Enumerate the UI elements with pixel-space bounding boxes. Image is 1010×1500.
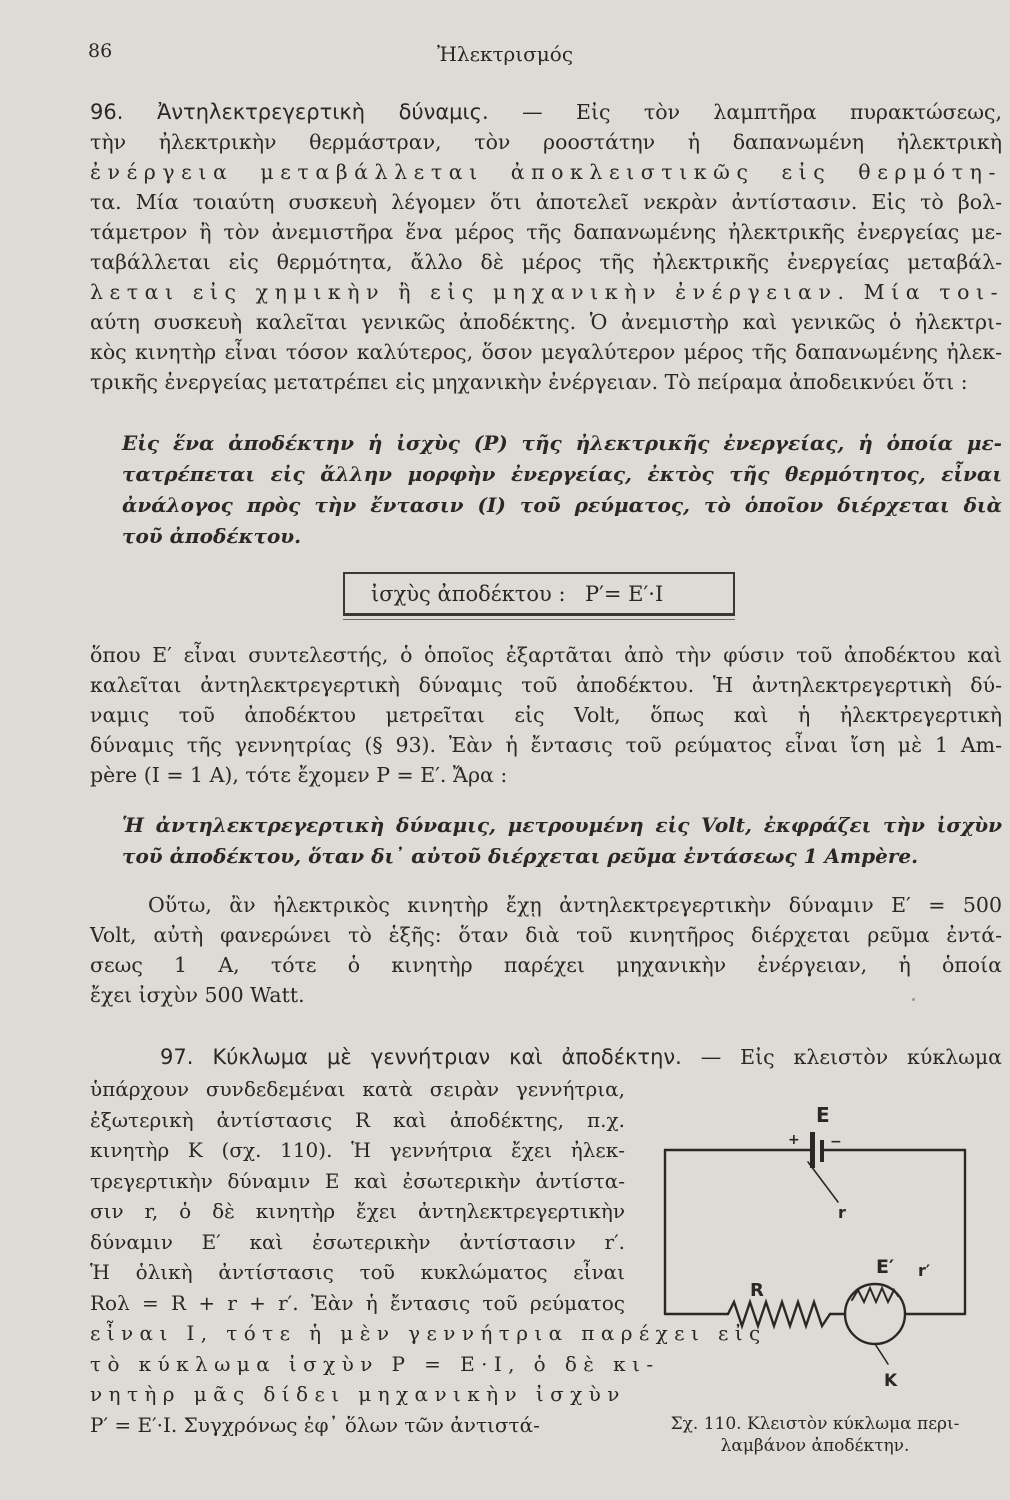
text-line: ἐξωτερικὴ ἀντίστασις R καὶ ἀποδέκτης, π.χ. — [90, 1107, 625, 1132]
text-line: λεται εἰς χημικὴν ἢ εἰς μηχανικὴν ἐνέργειαν. Μία τοι- — [90, 280, 1005, 304]
law-line: τοῦ ἀποδέκτου. — [122, 524, 302, 548]
law-line: ἀνάλογος πρὸς τὴν ἔντασιν (I) τοῦ ρεύματος, τὸ ὁποῖον διέρχεται διὰ — [122, 493, 1002, 517]
text-line: — Εἰς κλειστὸν κύκλωμα — [681, 1045, 1003, 1069]
text-line: Ἡ ὁλικὴ ἀντίστασις τοῦ κυκλώματος εἶναι — [90, 1260, 625, 1284]
text-line: Volt, αὐτὴ φανερώνει τὸ ἑξῆς: ὅταν διὰ τοῦ κινητῆρος διέρχεται ρεῦμα ἐντά- — [90, 923, 1002, 947]
label-r-prime: r′ — [918, 1261, 931, 1280]
text-line: ἔχει ἰσχὺν 500 Watt. — [90, 983, 305, 1007]
text-line: κινητὴρ K (σχ. 110). Ἡ γεννήτρια ἔχει ἠλεκ- — [90, 1138, 625, 1162]
running-title: Ἠλεκτρισμός — [436, 42, 574, 66]
text-line: ὅπου E′ εἶναι συντελεστής, ὁ ὁποῖος ἐξαρτᾶται ἀπὸ τὴν φύσιν τοῦ ἀποδέκτου καὶ — [90, 643, 1002, 667]
text-line: P′ = E′·I. Συγχρόνως ἐφ᾽ ὅλων τῶν ἀντιστά- — [90, 1412, 540, 1437]
page-number: 86 — [88, 40, 113, 62]
text-line: τα. Μία τοιαύτη συσκευὴ λέγομεν ὅτι ἀποτελεῖ νεκρὰν ἀντίστασιν. Εἰς τὸ βολ- — [90, 190, 1002, 214]
law-statement-2 — [122, 810, 1002, 872]
text-line: père (I = 1 A), τότε ἔχομεν P = E′. Ἄρα : — [90, 763, 508, 787]
label-e: E — [816, 1103, 830, 1127]
k-leader-line — [875, 1344, 888, 1364]
section-96-paragraph-3 — [90, 890, 1002, 1010]
formula-underline — [343, 619, 735, 620]
text-line: σιν r, ὁ δὲ κινητὴρ ἔχει ἀντηλεκτρεγερτικὴν — [90, 1199, 625, 1223]
formula-expression: P′= E′·I — [585, 582, 664, 606]
text-line: ταβάλλεται εἰς θερμότητα, ἄλλο δὲ μέρος τῆς ἠλεκτρικῆς ἐνεργείας μεταβάλ- — [90, 250, 1002, 274]
resistor-zigzag — [728, 1302, 830, 1326]
text-line: νητὴρ μᾶς δίδει μηχανικὴν ἰσχὺν — [90, 1382, 626, 1406]
law-line: τοῦ ἀποδέκτου, ὅταν δι᾽ αὐτοῦ διέρχεται ρεῦμα ἐντάσεως 1 Ampère. — [122, 844, 919, 868]
page-header — [0, 40, 1010, 70]
formula-label: ἰσχὺς ἀποδέκτου : — [371, 582, 566, 606]
circuit-diagram — [640, 1090, 980, 1390]
section-96-paragraph-2 — [90, 640, 1002, 790]
caption-line: Σχ. 110. Κλειστὸν κύκλωμα περι- — [670, 1414, 960, 1434]
text-line: τὸ κύκλωμα ἰσχὺν P = E·I, ὁ δὲ κι- — [90, 1351, 660, 1376]
figure-caption — [630, 1413, 1000, 1457]
section-97-paragraph — [90, 1074, 767, 1440]
text-line: Οὕτω, ἂν ἠλεκτρικὸς κινητὴρ ἔχῃ ἀντηλεκτρεγερτικὴν δύναμιν E′ = 500 — [148, 893, 1002, 917]
section-97-heading-line — [160, 1042, 1002, 1072]
label-k: K — [884, 1371, 898, 1390]
label-plus: + — [788, 1132, 800, 1148]
text-line: δύναμις τῆς γεννητρίας (§ 93). Ἐὰν ἡ ἔντασις τοῦ ρεύματος εἶναι ἴση μὲ 1 Am- — [90, 733, 1002, 757]
text-line: Rολ = R + r + r′. Ἐὰν ἡ ἔντασις τοῦ ρεύματος — [90, 1290, 625, 1315]
text-line: σεως 1 A, τότε ὁ κινητὴρ παρέχει μηχανικὴν ἐνέργειαν, ἡ ὁποία — [90, 953, 1002, 977]
text-line: τρικῆς ἐνεργείας μετατρέπει εἰς μηχανικὴν ἐνέργειαν. Τὸ πείραμα ἀποδεικνύει ὅτι : — [90, 370, 968, 394]
label-big-r: R — [750, 1280, 764, 1301]
text-line: ναμις τοῦ ἀποδέκτου μετρεῖται εἰς Volt, ὅπως καὶ ἡ ἠλεκτρεγερτικὴ — [90, 703, 1002, 727]
text-line: τὴν ἠλεκτρικὴν θερμάστραν, τὸν ροοστάτην ἡ δαπανωμένη ἠλεκτρικὴ — [90, 130, 1002, 154]
law-line: Εἰς ἕνα ἀποδέκτην ἡ ἰσχὺς (P) τῆς ἠλεκτρικῆς ἐνεργείας, ἡ ὁποία με- — [122, 431, 1002, 455]
text-line: αύτη συσκευὴ καλεῖται γενικῶς ἀποδέκτης. Ὁ ἀνεμιστὴρ καὶ γενικῶς ὁ ἠλεκτρι- — [90, 310, 1002, 334]
section-97-title: 97. Κύκλωμα μὲ γεννήτριαν καὶ ἀποδέκτην. — [160, 1045, 682, 1069]
text-line: ἐνέργεια μεταβάλλεται ἀποκλειστικῶς εἰς θερμότη- — [90, 160, 1002, 184]
section-96-paragraph-1 — [90, 97, 1005, 397]
battery-short-plate — [820, 1140, 824, 1162]
print-speck — [912, 998, 915, 1001]
text-line: τρεγερτικὴν δύναμιν E καὶ ἐσωτερικὴν ἀντίστα- — [90, 1168, 625, 1193]
text-line: ὑπάρχουν συνδεδεμέναι κατὰ σειρὰν γεννήτρια, — [90, 1077, 625, 1101]
law-line: Ἡ ἀντηλεκτρεγερτικὴ δύναμις, μετρουμένη εἰς Volt, ἐκφράζει τὴν ἰσχὺν — [122, 813, 1002, 837]
text-line: καλεῖται ἀντηλεκτρεγερτικὴ δύναμις τοῦ ἀποδέκτου. Ἡ ἀντηλεκτρεγερτικὴ δύ- — [90, 673, 1002, 697]
battery-long-plate — [810, 1132, 815, 1168]
caption-line: λαμβάνον ἀποδέκτην. — [720, 1436, 910, 1456]
text-line: εἶναι I, τότε ἡ μὲν γεννήτρια παρέχει εἰς — [90, 1321, 767, 1345]
law-line: τατρέπεται εἰς ἄλλην μορφὴν ἐνεργείας, ἐκτὸς τῆς θερμότητος, εἶναι — [122, 462, 1002, 486]
text-line: κὸς κινητὴρ εἶναι τόσον καλύτερος, ὅσον μεγαλύτερον μέρος τῆς δαπανωμένης ἠλεκ- — [90, 340, 1002, 364]
section-96-title: 96. Ἀντηλεκτρεγερτικὴ δύναμις. — [90, 100, 489, 124]
text-line: τάμετρον ἢ τὸν ἀνεμιστῆρα ἕνα μέρος τῆς δαπανωμένης ἠλεκτρικῆς ἐνεργείας με- — [90, 220, 1002, 244]
label-e-prime: E′ — [876, 1256, 894, 1278]
text-line: — Εἰς τὸν λαμπτῆρα πυρακτώσεως, — [488, 100, 1003, 124]
label-minus: − — [830, 1134, 842, 1150]
law-statement-1 — [122, 428, 1002, 552]
text-line: δύναμιν E′ καὶ ἐσωτερικὴν ἀντίστασιν r′. — [90, 1229, 625, 1254]
circuit-figure — [640, 1090, 980, 1390]
formula-box — [343, 572, 735, 616]
label-r: r — [838, 1203, 846, 1222]
